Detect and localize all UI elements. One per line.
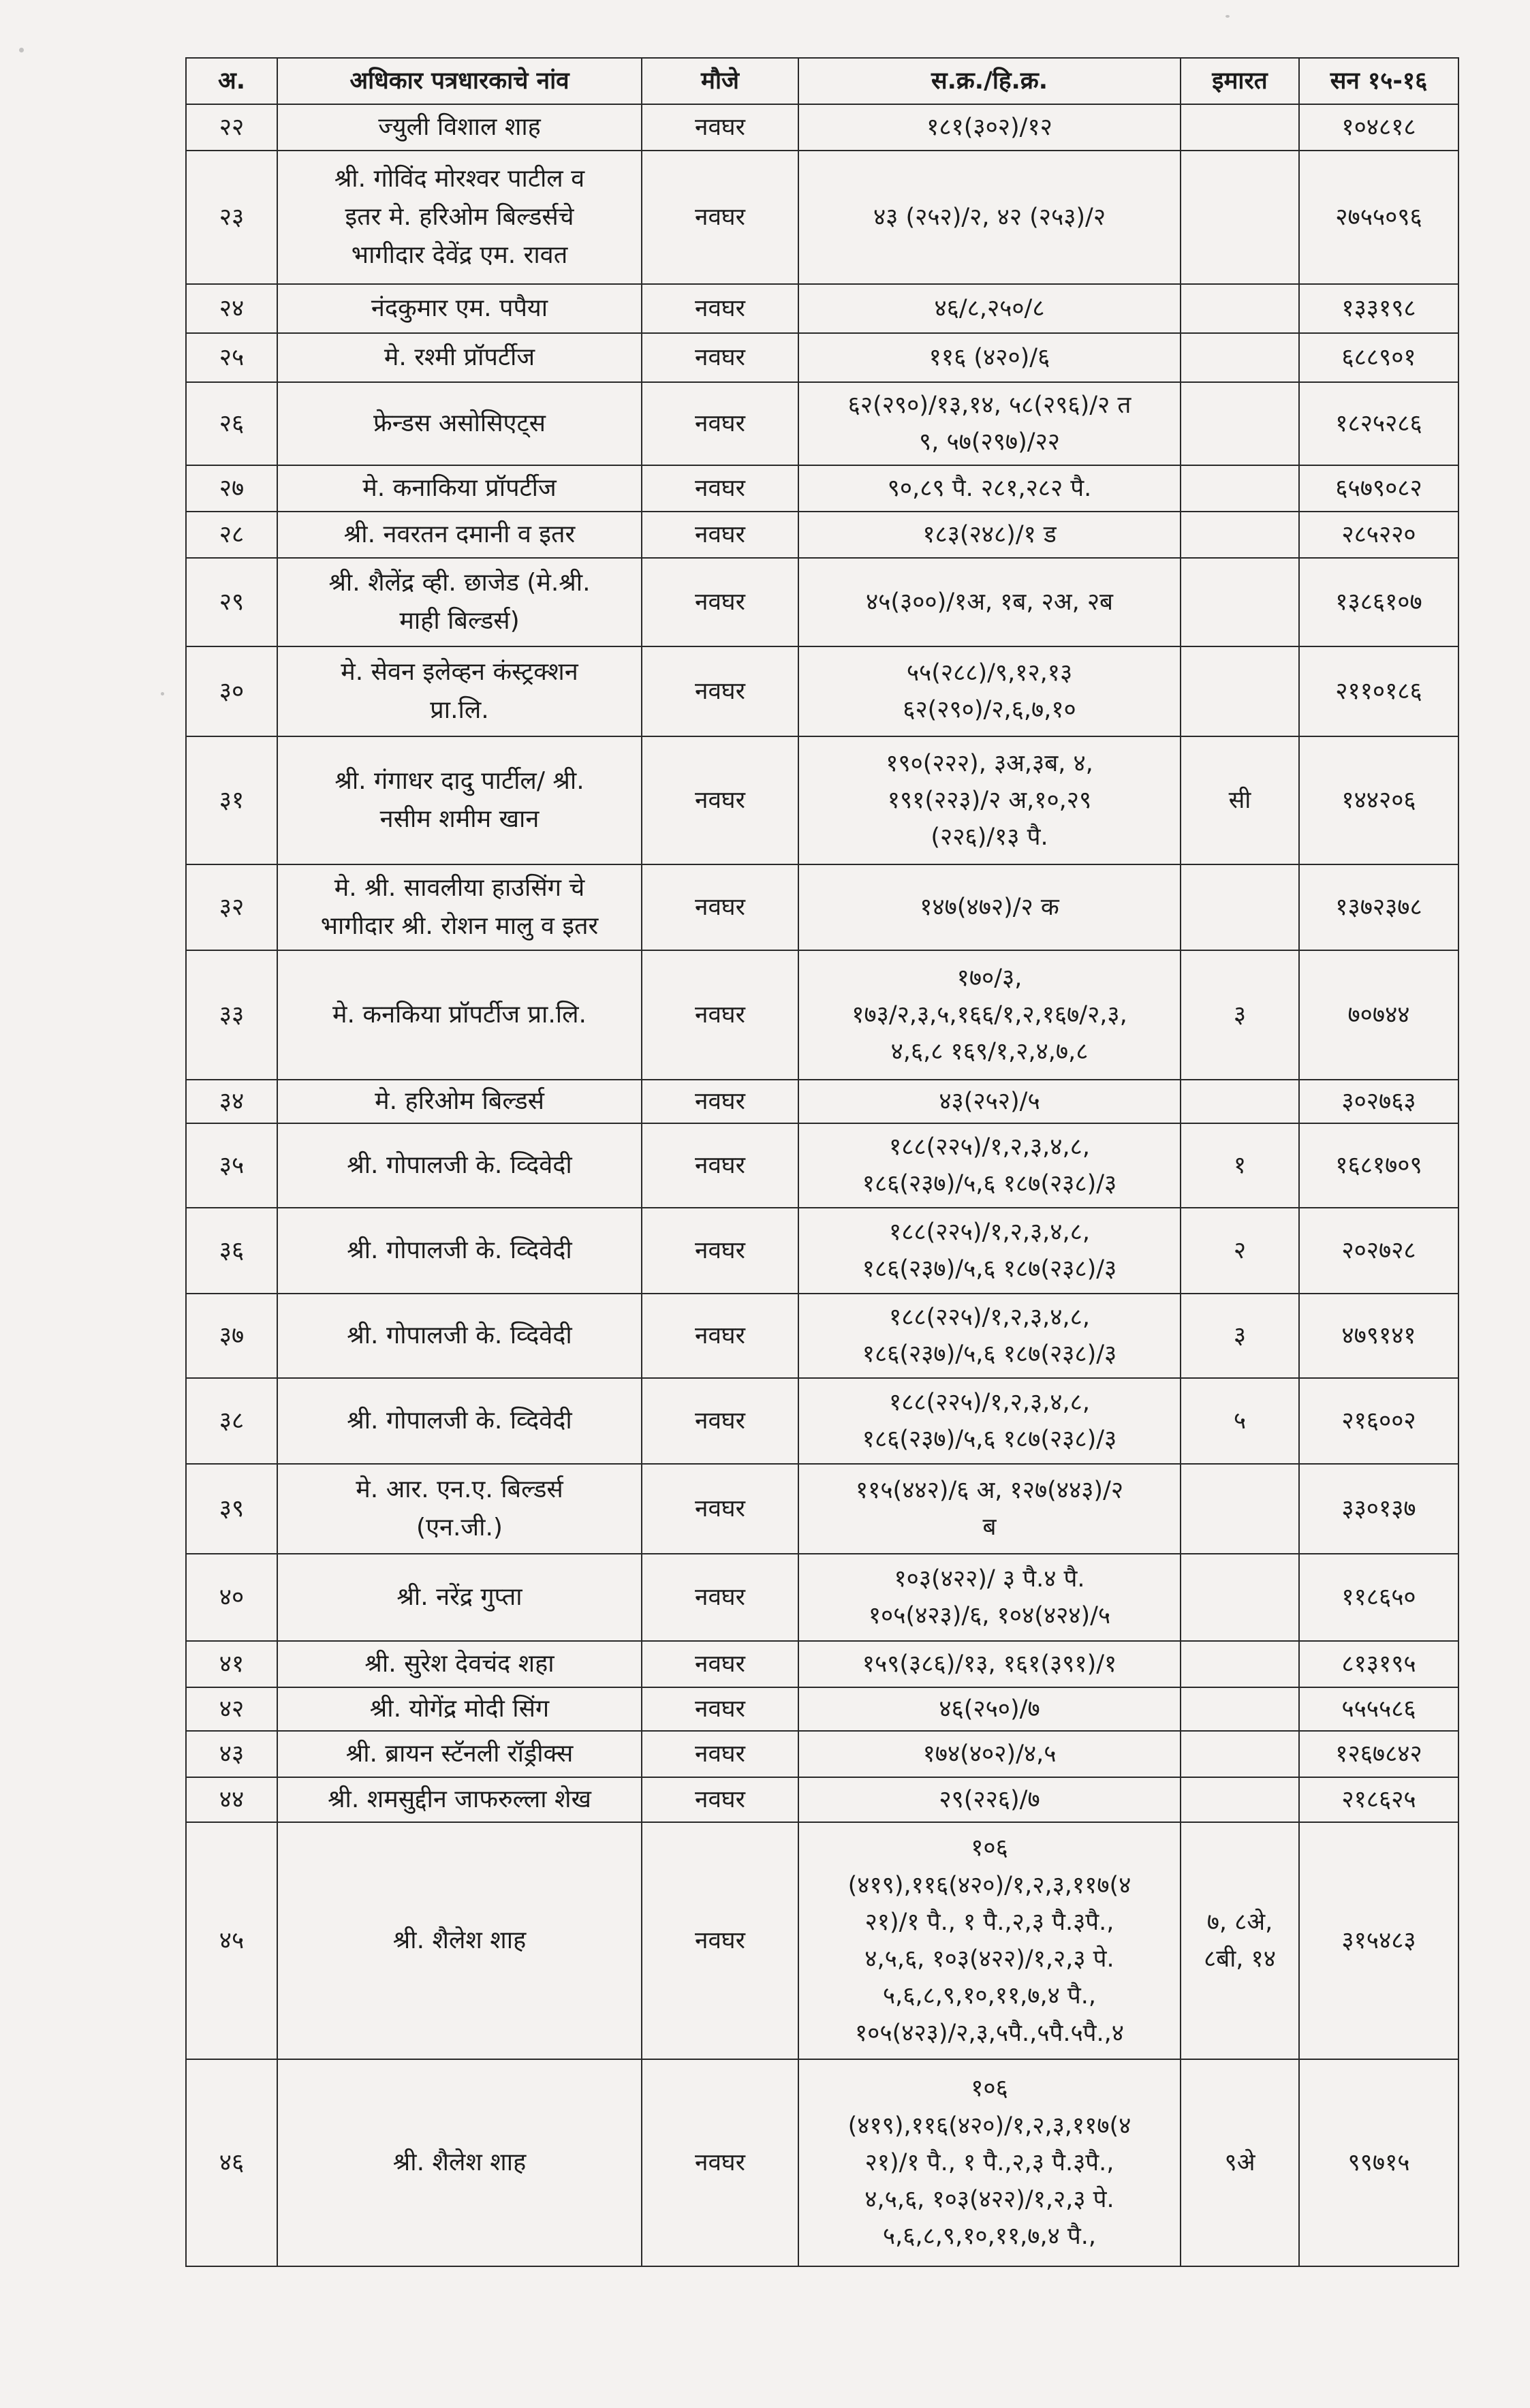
amount-cell: ८१३१९५: [1299, 1641, 1458, 1687]
header-holder-name: अधिकार पत्रधारकाचे नांव: [277, 58, 642, 104]
survey-number-line: १७०/३,: [956, 964, 1022, 992]
survey-number-line: २९(२२६)/७: [939, 1785, 1040, 1813]
village-cell: नवघर: [642, 1123, 798, 1208]
holder-name-line: श्री. शैलेश शाह: [392, 1926, 527, 1955]
holder-name-line: नंदकुमार एम. पपैया: [371, 294, 548, 323]
survey-number-line: १८८(२२५)/१,२,३,४,८,: [889, 1303, 1090, 1331]
amount-cell: १२६७८४२: [1299, 1731, 1458, 1777]
survey-number-cell: [798, 382, 1181, 465]
amount-cell: ६८८९०१: [1299, 333, 1458, 382]
survey-number-line: १७३/२,३,५,१६६/१,२,१६७/२,३,: [852, 1001, 1127, 1029]
holder-name-cell: [277, 736, 642, 864]
holder-name-cell: [277, 333, 642, 382]
amount-cell: ६५७९०८२: [1299, 465, 1458, 512]
holder-name-line: श्री. शैलेंद्र व्ही. छाजेड (मे.श्री.: [328, 569, 591, 597]
village-cell: नवघर: [642, 104, 798, 151]
survey-number-line: ५,६,८,९,१०,११,७,४ पै.,: [882, 1982, 1097, 2010]
serial-number-cell: २५: [186, 333, 277, 382]
serial-number-cell: ४२: [186, 1687, 277, 1731]
survey-number-line: १०६: [971, 2075, 1008, 2103]
scan-mark-dot: [1225, 15, 1230, 18]
serial-number-cell: २९: [186, 558, 277, 646]
survey-number-line: १७४(४०२)/४,५: [922, 1740, 1057, 1768]
village-cell: नवघर: [642, 465, 798, 512]
survey-number-line: १८१(३०२)/१२: [926, 113, 1052, 141]
holder-name-cell: [277, 284, 642, 333]
table-body: [186, 104, 1458, 2266]
holder-name-line: श्री. गंगाधर दादु पार्टील/ श्री.: [334, 767, 584, 796]
holder-name-line: श्री. सुरेश देवचंद शहा: [364, 1650, 555, 1678]
header-survey-number: स.क्र./हि.क्र.: [798, 58, 1181, 104]
serial-number-cell: ३६: [186, 1208, 277, 1294]
amount-cell: १०४८१८: [1299, 104, 1458, 151]
holder-name-line: माही बिल्डर्स): [399, 607, 520, 635]
holder-name-cell: [277, 1554, 642, 1641]
survey-number-line: १०६: [971, 1834, 1008, 1862]
survey-number-line: १०५(४२३)/६, १०४(४२४)/५: [868, 1602, 1111, 1629]
table-row: [186, 558, 1458, 646]
amount-cell: १३७२३७८: [1299, 864, 1458, 950]
holder-name-line: मे. कनाकिया प्रॉपर्टीज: [362, 474, 557, 503]
serial-number-cell: ३९: [186, 1464, 277, 1554]
survey-number-line: १०३(४२२)/ ३ पै.४ पै.: [894, 1565, 1085, 1593]
survey-number-cell: [798, 512, 1181, 558]
village-cell: नवघर: [642, 284, 798, 333]
holder-name-line: मे. श्री. सावलीया हाउसिंग चे: [334, 874, 585, 903]
serial-number-cell: ३२: [186, 864, 277, 950]
table-header-row: [186, 58, 1458, 104]
building-cell: [1181, 1554, 1299, 1641]
holder-name-line: श्री. योगेंद्र मोदी सिंग: [369, 1695, 550, 1723]
survey-number-cell: [798, 1822, 1181, 2059]
serial-number-cell: ३८: [186, 1378, 277, 1464]
holder-name-line: (एन.जी.): [416, 1514, 503, 1542]
survey-number-cell: [798, 104, 1181, 151]
building-cell: [1181, 284, 1299, 333]
holder-name-cell: [277, 104, 642, 151]
holder-name-line: श्री. शमसुद्दीन जाफरुल्ला शेख: [328, 1785, 591, 1814]
survey-number-line: ९, ५७(२९७)/२२: [919, 428, 1060, 456]
survey-number-line: (४१९),११६(४२०)/१,२,३,११७(४: [847, 2112, 1131, 2140]
village-cell: नवघर: [642, 646, 798, 736]
serial-number-cell: ४४: [186, 1777, 277, 1822]
table-row: [186, 512, 1458, 558]
village-cell: नवघर: [642, 1777, 798, 1822]
table-row: [186, 2059, 1458, 2266]
survey-number-line: १९१(२२३)/२ अ,१०,२९: [887, 786, 1092, 814]
survey-number-line: ११५(४४२)/६ अ, १२७(४४३)/२: [855, 1476, 1124, 1504]
holder-name-cell: [277, 465, 642, 512]
serial-number-cell: ४१: [186, 1641, 277, 1687]
holder-name-cell: [277, 151, 642, 284]
amount-cell: ५५५५८६: [1299, 1687, 1458, 1731]
building-cell: [1181, 1731, 1299, 1777]
amount-cell: २७५५०९६: [1299, 151, 1458, 284]
survey-number-line: ९०,८९ पै. २८१,२८२ पै.: [887, 474, 1092, 502]
table-row: [186, 1641, 1458, 1687]
serial-number-cell: ४६: [186, 2059, 277, 2266]
survey-number-line: ४५(३००)/१अ, १ब, २अ, २ब: [865, 588, 1114, 616]
building-cell: [1181, 1641, 1299, 1687]
serial-number-cell: २४: [186, 284, 277, 333]
building-cell: [1181, 382, 1299, 465]
building-cell: [1181, 151, 1299, 284]
survey-number-line: २१)/१ पै., १ पै.,२,३ पै.३पै.,: [864, 2148, 1114, 2176]
survey-number-cell: [798, 1208, 1181, 1294]
village-cell: नवघर: [642, 1378, 798, 1464]
village-cell: नवघर: [642, 864, 798, 950]
survey-number-line: १८८(२२५)/१,२,३,४,८,: [889, 1133, 1090, 1161]
survey-number-line: ४,५,६, १०३(४२२)/१,२,३ पे.: [864, 2186, 1114, 2214]
building-cell: [1181, 104, 1299, 151]
village-cell: नवघर: [642, 2059, 798, 2266]
table-row: [186, 1554, 1458, 1641]
holder-name-cell: [277, 1208, 642, 1294]
holder-name-cell: [277, 646, 642, 736]
building-cell: [1181, 512, 1299, 558]
village-cell: नवघर: [642, 1731, 798, 1777]
amount-cell: ११८६५०: [1299, 1554, 1458, 1641]
holder-name-cell: [277, 1731, 642, 1777]
holder-name-line: श्री. गोविंद मोरश्वर पाटील व: [334, 165, 585, 193]
village-cell: नवघर: [642, 558, 798, 646]
survey-number-line: १८८(२२५)/१,२,३,४,८,: [889, 1218, 1090, 1246]
holder-name-cell: [277, 1641, 642, 1687]
survey-number-line: ४३(२५२)/५: [939, 1087, 1040, 1115]
survey-number-cell: [798, 646, 1181, 736]
table-row: [186, 151, 1458, 284]
survey-number-cell: [798, 1123, 1181, 1208]
survey-number-line: १८६(२३७)/५,६ १८७(२३८)/३: [862, 1255, 1117, 1283]
building-cell: सी: [1181, 736, 1299, 864]
holder-name-line: मे. कनकिया प्रॉपर्टीज प्रा.लि.: [332, 1001, 587, 1029]
holder-name-cell: [277, 1822, 642, 2059]
building-cell: [1181, 1687, 1299, 1731]
table-row: [186, 646, 1458, 736]
survey-number-cell: [798, 333, 1181, 382]
survey-number-cell: [798, 1731, 1181, 1777]
serial-number-cell: ३१: [186, 736, 277, 864]
amount-cell: १४४२०६: [1299, 736, 1458, 864]
survey-number-cell: [798, 1080, 1181, 1123]
building-cell: [1181, 465, 1299, 512]
amount-cell: १३८६१०७: [1299, 558, 1458, 646]
survey-number-line: ४६(२५०)/७: [939, 1695, 1040, 1723]
survey-number-line: २१)/१ पै., १ पै.,२,३ पै.३पै.,: [864, 1908, 1114, 1936]
building-cell: १: [1181, 1123, 1299, 1208]
serial-number-cell: ४०: [186, 1554, 277, 1641]
survey-number-line: १४७(४७२)/२ क: [920, 893, 1059, 921]
survey-number-line: ५५(२८८)/९,१२,१३: [906, 659, 1073, 687]
holder-name-line: मे. रश्मी प्रॉपर्टीज: [384, 343, 535, 372]
holder-name-cell: [277, 558, 642, 646]
serial-number-cell: ३७: [186, 1294, 277, 1378]
building-cell: ७, ८अे, ८बी, १४: [1181, 1822, 1299, 2059]
header-village: मौजे: [642, 58, 798, 104]
survey-number-line: १८६(२३७)/५,६ १८७(२३८)/३: [862, 1341, 1117, 1368]
amount-cell: २११०१८६: [1299, 646, 1458, 736]
survey-number-line: १८३(२४८)/१ ड: [922, 520, 1057, 548]
holder-name-line: श्री. नवरतन दमानी व इतर: [343, 520, 576, 549]
survey-number-line: १८८(२२५)/१,२,३,४,८,: [889, 1388, 1090, 1416]
holder-name-line: श्री. गोपालजी के. व्दिवेदी: [347, 1407, 572, 1435]
table-row: [186, 1378, 1458, 1464]
survey-number-line: ४,५,६, १०३(४२२)/१,२,३ पे.: [864, 1945, 1114, 1973]
survey-number-cell: [798, 1777, 1181, 1822]
survey-number-cell: [798, 151, 1181, 284]
village-cell: नवघर: [642, 1208, 798, 1294]
serial-number-cell: ४५: [186, 1822, 277, 2059]
serial-number-cell: २३: [186, 151, 277, 284]
serial-number-cell: ३०: [186, 646, 277, 736]
table-row: [186, 1294, 1458, 1378]
serial-number-cell: ३५: [186, 1123, 277, 1208]
holder-name-cell: [277, 1777, 642, 1822]
survey-number-line: ६२(२९०)/१३,१४, ५८(२९६)/२ त: [847, 391, 1131, 419]
serial-number-cell: २७: [186, 465, 277, 512]
serial-number-cell: २२: [186, 104, 277, 151]
holder-name-line: श्री. नरेंद्र गुप्ता: [396, 1583, 522, 1612]
survey-number-cell: [798, 864, 1181, 950]
building-cell: ५: [1181, 1378, 1299, 1464]
amount-cell: ४७९१४१: [1299, 1294, 1458, 1378]
building-cell: ३: [1181, 950, 1299, 1080]
amount-cell: १८२५२८६: [1299, 382, 1458, 465]
table-row: [186, 333, 1458, 382]
table-row: [186, 1731, 1458, 1777]
survey-number-line: १८६(२३७)/५,६ १८७(२३८)/३: [862, 1426, 1117, 1453]
building-cell: २: [1181, 1208, 1299, 1294]
serial-number-cell: २६: [186, 382, 277, 465]
holder-name-line: मे. हरिओम बिल्डर्स: [375, 1087, 544, 1116]
holder-name-cell: [277, 1294, 642, 1378]
building-cell: [1181, 1777, 1299, 1822]
building-cell: ३: [1181, 1294, 1299, 1378]
survey-number-cell: [798, 2059, 1181, 2266]
amount-cell: २०२७२८: [1299, 1208, 1458, 1294]
holder-name-line: भागीदार देवेंद्र एम. रावत: [351, 240, 568, 269]
holder-name-cell: [277, 1378, 642, 1464]
holder-name-cell: [277, 950, 642, 1080]
serial-number-cell: ३४: [186, 1080, 277, 1123]
survey-number-line: ५,६,८,९,१०,११,७,४ पै.,: [882, 2223, 1097, 2251]
table-row: [186, 1822, 1458, 2059]
holder-name-cell: [277, 1687, 642, 1731]
survey-number-cell: [798, 1641, 1181, 1687]
holder-name-cell: [277, 864, 642, 950]
survey-number-line: ४६/८,२५०/८: [934, 294, 1045, 322]
table-row: [186, 1080, 1458, 1123]
holder-name-line: भागीदार श्री. रोशन मालु व इतर: [320, 912, 599, 940]
survey-number-line: ६२(२९०)/२,६,७,१०: [903, 696, 1076, 723]
building-cell: [1181, 646, 1299, 736]
holder-name-line: मे. आर. एन.ए. बिल्डर्स: [356, 1475, 563, 1504]
amount-cell: २८५२२०: [1299, 512, 1458, 558]
holder-name-line: श्री. गोपालजी के. व्दिवेदी: [347, 1322, 572, 1350]
holder-name-line: श्री. ब्रायन स्टॅनली रॉड्रीक्स: [345, 1740, 574, 1768]
holder-name-cell: [277, 2059, 642, 2266]
village-cell: नवघर: [642, 1687, 798, 1731]
table-row: [186, 1777, 1458, 1822]
header-year-amount: सन १५-१६: [1299, 58, 1458, 104]
table-row: [186, 465, 1458, 512]
table-row: [186, 1208, 1458, 1294]
holder-name-cell: [277, 382, 642, 465]
serial-number-cell: ३३: [186, 950, 277, 1080]
survey-number-line: १९०(२२२), ३अ,३ब, ४,: [886, 749, 1093, 777]
village-cell: नवघर: [642, 736, 798, 864]
table-row: [186, 382, 1458, 465]
building-cell: [1181, 558, 1299, 646]
table-row: [186, 1687, 1458, 1731]
building-cell: [1181, 864, 1299, 950]
survey-number-cell: [798, 1378, 1181, 1464]
survey-number-cell: [798, 1554, 1181, 1641]
holder-name-cell: [277, 512, 642, 558]
scan-mark-dot: [19, 48, 24, 52]
village-cell: नवघर: [642, 1822, 798, 2059]
holder-name-line: ज्युली विशाल शाह: [378, 113, 541, 142]
holder-name-cell: [277, 1464, 642, 1554]
table-row: [186, 104, 1458, 151]
survey-number-cell: [798, 1294, 1181, 1378]
holder-name-line: प्रा.लि.: [430, 696, 489, 724]
header-serial: अ.: [186, 58, 277, 104]
holder-name-line: श्री. गोपालजी के. व्दिवेदी: [347, 1151, 572, 1180]
table-row: [186, 736, 1458, 864]
survey-number-line: ४३ (२५२)/२, ४२ (२५३)/२: [873, 203, 1106, 231]
table-row: [186, 1464, 1458, 1554]
holder-name-line: श्री. शैलेश शाह: [392, 2148, 527, 2177]
amount-cell: ७०७४४: [1299, 950, 1458, 1080]
survey-number-line: १५९(३८६)/१३, १६१(३९१)/१: [862, 1650, 1117, 1678]
building-cell: [1181, 1464, 1299, 1554]
holder-name-line: फ्रेन्डस असोसिएट्स: [373, 409, 546, 438]
holder-name-line: मे. सेवन इलेव्हन कंस्ट्रक्शन: [341, 658, 578, 687]
village-cell: नवघर: [642, 333, 798, 382]
village-cell: नवघर: [642, 1464, 798, 1554]
serial-number-cell: ४३: [186, 1731, 277, 1777]
village-cell: नवघर: [642, 1554, 798, 1641]
survey-number-cell: [798, 284, 1181, 333]
building-cell: ९अे: [1181, 2059, 1299, 2266]
survey-number-line: ब: [982, 1514, 997, 1541]
amount-cell: ३०२७६३: [1299, 1080, 1458, 1123]
holder-name-line: नसीम शमीम खान: [379, 805, 540, 833]
survey-number-cell: [798, 465, 1181, 512]
survey-number-cell: [798, 558, 1181, 646]
survey-number-line: १८६(२३७)/५,६ १८७(२३८)/३: [862, 1170, 1117, 1198]
holder-name-cell: [277, 1123, 642, 1208]
survey-number-line: ११६ (४२०)/६: [928, 343, 1050, 371]
survey-number-line: ४,६,८ १६९/१,२,४,७,८: [890, 1038, 1089, 1066]
table-row: [186, 864, 1458, 950]
table-row: [186, 950, 1458, 1080]
amount-cell: २१८६२५: [1299, 1777, 1458, 1822]
survey-number-line: १०५(४२३)/२,३,५पै.,५पै.५पै.,४: [854, 2019, 1125, 2047]
village-cell: नवघर: [642, 382, 798, 465]
survey-number-cell: [798, 736, 1181, 864]
village-cell: नवघर: [642, 1641, 798, 1687]
amount-cell: १६८१७०९: [1299, 1123, 1458, 1208]
license-holder-table: [185, 57, 1459, 2267]
holder-name-cell: [277, 1080, 642, 1123]
village-cell: नवघर: [642, 151, 798, 284]
survey-number-line: (४१९),११६(४२०)/१,२,३,११७(४: [847, 1871, 1131, 1899]
serial-number-cell: २८: [186, 512, 277, 558]
header-building: इमारत: [1181, 58, 1299, 104]
survey-number-cell: [798, 1464, 1181, 1554]
survey-number-cell: [798, 1687, 1181, 1731]
table-row: [186, 1123, 1458, 1208]
building-cell: [1181, 1080, 1299, 1123]
holder-name-line: इतर मे. हरिओम बिल्डर्सचे: [345, 203, 574, 232]
village-cell: नवघर: [642, 950, 798, 1080]
village-cell: नवघर: [642, 1080, 798, 1123]
amount-cell: १३३१९८: [1299, 284, 1458, 333]
holder-name-line: श्री. गोपालजी के. व्दिवेदी: [347, 1236, 572, 1265]
village-cell: नवघर: [642, 1294, 798, 1378]
building-cell: [1181, 333, 1299, 382]
scan-mark-dot: [161, 692, 164, 695]
amount-cell: ३३०१३७: [1299, 1464, 1458, 1554]
survey-number-line: (२२६)/१३ पै.: [931, 824, 1048, 851]
village-cell: नवघर: [642, 512, 798, 558]
survey-number-cell: [798, 950, 1181, 1080]
amount-cell: ९९७१५: [1299, 2059, 1458, 2266]
table-row: [186, 284, 1458, 333]
amount-cell: २१६००२: [1299, 1378, 1458, 1464]
amount-cell: ३१५४८३: [1299, 1822, 1458, 2059]
